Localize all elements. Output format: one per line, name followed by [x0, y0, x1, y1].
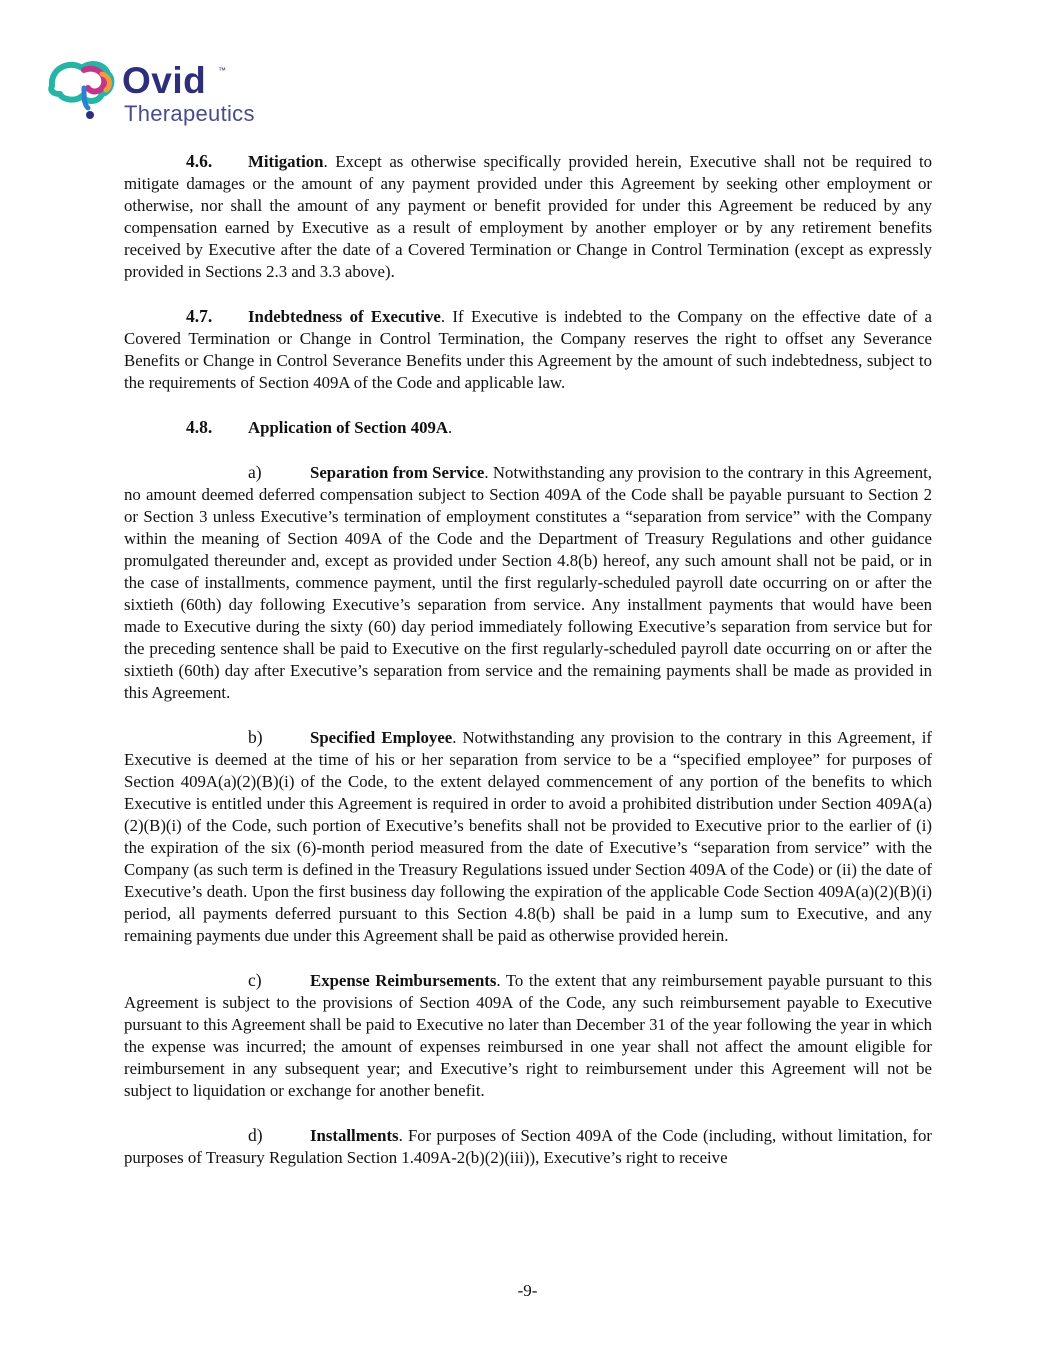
subsection-letter: b)	[248, 727, 263, 747]
section-title: Mitigation	[248, 152, 324, 171]
section-text: .	[447, 418, 453, 437]
subsection-title: Installments	[310, 1126, 399, 1145]
subsection-text: . Notwithstanding any provision to the contrary in this Agreement, no amount deemed deferred compensation subject to Section 409A of the Code shall be payable pursuant to Section 2 or Section 3 unless Executive’s termination of employment constitutes a “separation from service” with the Company within the meaning of Section 409A of the Code and the Department of Treasury Regulations and other guidance promulgated thereunder and, except as provided under Section 4.8(b) hereof, any such amount shall not be paid, or in the case of installments, commence payment, until the first regularly-scheduled payroll date occurring on or after the sixtieth (60th) day following Executive’s separation from service. Any installment payments that would have been made to Executive during the sixty (60) day period immediately following Executive’s separation from service but for the preceding sentence shall be paid to Executive on the first regularly-scheduled payroll date occurring on or after the sixtieth (60th) day after Executive’s separation from service and the remaining payments shall be made as provided in this Agreement.	[124, 463, 933, 702]
section-4-7	[124, 305, 932, 394]
document-body	[124, 150, 932, 1191]
subsection-text: . Notwithstanding any provision to the contrary in this Agreement, if Executive is deemed at the time of his or her separation from service to be a “specified employee” for purposes of Section 409A(a)(2)(B)(i) of the Code, to the extent delayed commencement of any portion of the benefits to which Executive is entitled under this Agreement is required in order to avoid a prohibited distribution under Section 409A(a)(2)(B)(i) of the Code, such portion of Executive’s benefits shall not be provided to Executive prior to the earlier of (i) the expiration of the six (6)-month period measured from the date of Executive’s “separation from service” with the Company (as such term is defined in the Treasury Regulations issued under Section 409A of the Code) or (ii) the date of Executive’s death. Upon the first business day following the expiration of the applicable Code Section 409A(a)(2)(B)(i) period, all payments deferred pursuant to this Section 4.8(b) shall be paid in a lump sum to Executive, and any remaining payments due under this Agreement shall be paid as otherwise provided herein.	[124, 728, 932, 945]
subsection-text: . For purposes of Section 409A of the Code (including, without limitation, for purposes of Treasury Regulation Section 1.409A-2(b)(2)(iii)), Executive’s right to receive	[124, 1126, 932, 1167]
subsection-letter: a)	[248, 462, 262, 482]
subsection-text: . To the extent that any reimbursement payable pursuant to this Agreement is subject to the provisions of Section 409A of the Code, any such reimbursement payable to Executive pursuant to this Agreement shall be paid to Executive no later than December 31 of the year following the year in which the expense was incurred; the amount of expenses reimbursed in one year shall not affect the amount eligible for reimbursement in any subsequent year; and Executive’s right to reimbursement under this Agreement will not be subject to liquidation or exchange for another benefit.	[124, 971, 932, 1100]
subsection-c	[124, 969, 932, 1102]
logo-wordmark: Ovid	[122, 60, 207, 101]
section-number: 4.8.	[186, 417, 213, 437]
section-title: Indebtedness of Executive	[248, 307, 441, 326]
section-number: 4.6.	[186, 151, 213, 171]
logo-trademark: ™	[218, 66, 226, 75]
section-text: . If Executive is indebted to the Company on the effective date of a Covered Termination or Change in Control Termination, the Company reserves the right to offset any Severance Benefits or Change in Control Severance Benefits under this Agreement by the amount of such indebtedness, subject to the requirements of Section 409A of the Code and applicable law.	[124, 307, 932, 392]
ovid-brain-logo-icon	[44, 58, 120, 124]
subsection-letter: c)	[248, 970, 262, 990]
subsection-d	[124, 1124, 932, 1169]
subsection-a	[124, 461, 932, 704]
section-title: Application of Section 409A	[248, 418, 448, 437]
section-4-6	[124, 150, 932, 283]
subsection-b	[124, 726, 932, 947]
section-number: 4.7.	[186, 306, 213, 326]
section-text: . Except as otherwise specifically provided herein, Executive shall not be required to mitigate damages or the amount of any payment provided under this Agreement by seeking other employment or otherwise, nor shall the amount of any payment or benefit provided for under this Agreement be reduced by any compensation earned by Executive as a result of employment by another employer or by any retirement benefits received by Executive after the date of a Covered Termination or Change in Control Termination (except as expressly provided in Sections 2.3 and 3.3 above).	[124, 152, 932, 281]
subsection-letter: d)	[248, 1125, 263, 1145]
page-number: -9-	[517, 1281, 538, 1300]
company-logo	[44, 58, 264, 130]
subsection-title: Expense Reimbursements	[310, 971, 497, 990]
subsection-title: Specified Employee	[310, 728, 453, 747]
subsection-title: Separation from Service	[310, 463, 485, 482]
section-4-8	[124, 416, 932, 439]
logo-subtitle: Therapeutics	[124, 101, 255, 126]
